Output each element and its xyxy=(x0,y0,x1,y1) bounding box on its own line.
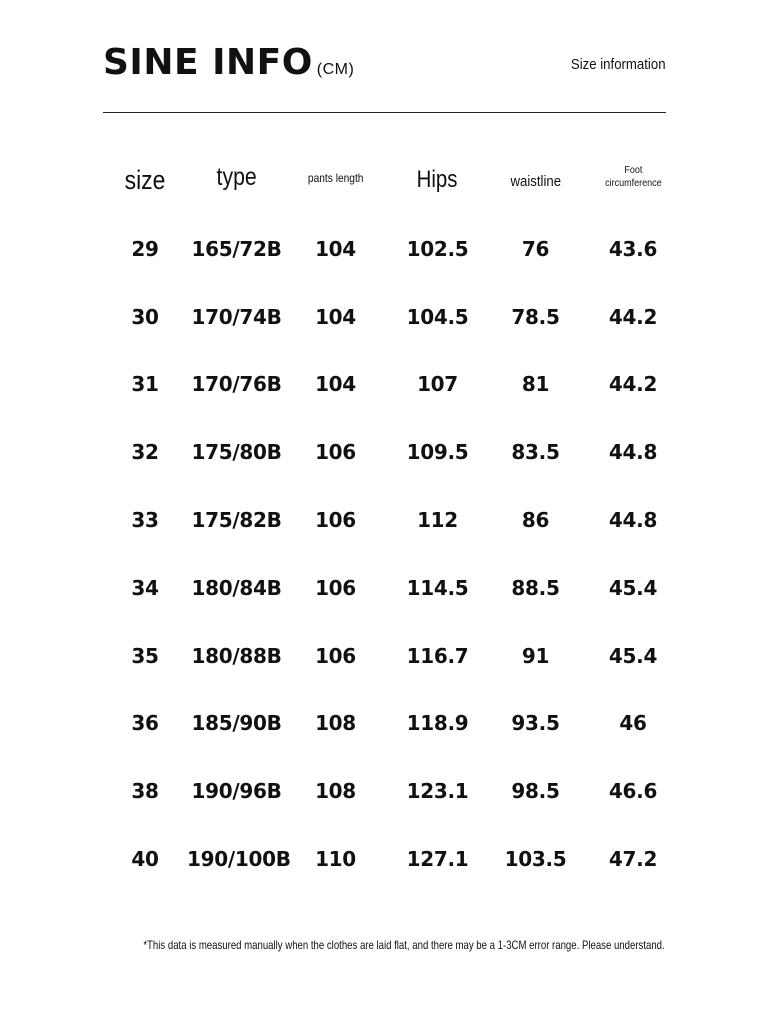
table-row xyxy=(103,418,685,486)
cell-waistline: 83.5 xyxy=(511,440,560,465)
cell-size: 38 xyxy=(131,779,159,804)
title-text: SINE INFO xyxy=(103,42,313,83)
foot-header-line2: circumference xyxy=(604,178,662,189)
page-subtitle: Size information xyxy=(571,56,666,73)
cell-type: 170/76B xyxy=(191,372,282,397)
cell-pants-length: 108 xyxy=(315,711,356,736)
cell-pants-length: 108 xyxy=(315,779,356,804)
cell-pants-length: 104 xyxy=(315,236,356,261)
cell-foot: 46.6 xyxy=(608,779,658,804)
cell-waistline: 78.5 xyxy=(511,304,560,329)
column-header-size: size xyxy=(124,164,166,195)
column-header-hips: Hips xyxy=(417,166,458,193)
table-row xyxy=(103,622,685,690)
cell-type: 190/96B xyxy=(191,779,282,804)
cell-pants-length: 106 xyxy=(315,440,356,465)
cell-type: 190/100B xyxy=(187,847,291,872)
cell-waistline: 103.5 xyxy=(504,847,567,872)
table-row xyxy=(103,825,685,893)
cell-foot: 44.2 xyxy=(608,372,658,397)
header xyxy=(103,40,666,90)
table-header-row xyxy=(103,145,685,215)
foot-header-line1: Foot xyxy=(623,165,642,176)
cell-foot: 43.6 xyxy=(608,236,658,261)
column-header-pants-length: pants length xyxy=(307,170,364,185)
cell-size: 30 xyxy=(131,304,159,329)
size-table xyxy=(103,145,685,893)
cell-type: 185/90B xyxy=(191,711,282,736)
cell-pants-length: 106 xyxy=(315,508,356,533)
cell-pants-length: 104 xyxy=(315,372,356,397)
cell-size: 34 xyxy=(131,575,159,600)
cell-hips: 112 xyxy=(417,508,458,533)
cell-waistline: 98.5 xyxy=(511,779,560,804)
cell-size: 35 xyxy=(131,643,159,668)
cell-type: 180/88B xyxy=(191,643,282,668)
cell-foot: 44.8 xyxy=(608,440,658,465)
table-row xyxy=(103,351,685,419)
cell-size: 36 xyxy=(131,711,159,736)
cell-waistline: 91 xyxy=(521,643,550,668)
cell-hips: 123.1 xyxy=(406,779,469,804)
cell-waistline: 81 xyxy=(521,372,550,397)
cell-type: 165/72B xyxy=(191,236,282,261)
cell-hips: 127.1 xyxy=(406,847,469,872)
cell-hips: 102.5 xyxy=(406,236,469,261)
cell-hips: 118.9 xyxy=(406,711,469,736)
column-header-waistline: waistline xyxy=(510,172,561,190)
cell-hips: 104.5 xyxy=(406,304,469,329)
cell-type: 180/84B xyxy=(191,575,282,600)
table-row xyxy=(103,283,685,351)
cell-foot: 47.2 xyxy=(608,847,658,872)
title-unit: (CM) xyxy=(316,61,355,78)
cell-size: 33 xyxy=(131,508,159,533)
header-divider xyxy=(103,112,666,113)
cell-waistline: 86 xyxy=(521,508,550,533)
table-row xyxy=(103,690,685,758)
cell-hips: 109.5 xyxy=(406,440,469,465)
cell-foot: 46 xyxy=(619,711,647,736)
cell-foot: 45.4 xyxy=(608,575,658,600)
table-row xyxy=(103,554,685,622)
cell-hips: 114.5 xyxy=(406,575,469,600)
table-row xyxy=(103,215,685,283)
page-title xyxy=(103,42,354,83)
cell-type: 170/74B xyxy=(191,304,282,329)
cell-waistline: 76 xyxy=(521,236,550,261)
cell-waistline: 93.5 xyxy=(511,711,560,736)
cell-type: 175/80B xyxy=(191,440,282,465)
column-header-type: type xyxy=(216,162,257,191)
cell-size: 32 xyxy=(131,440,159,465)
cell-foot: 44.8 xyxy=(608,508,658,533)
table-row xyxy=(103,486,685,554)
table-row xyxy=(103,757,685,825)
cell-pants-length: 106 xyxy=(315,643,356,668)
cell-size: 40 xyxy=(131,847,159,872)
cell-pants-length: 104 xyxy=(315,304,356,329)
footnote: *This data is measured manually when the clothes are laid flat, and there may be a 1-3CM error range. Please understand. xyxy=(143,938,665,952)
cell-pants-length: 106 xyxy=(315,575,356,600)
cell-pants-length: 110 xyxy=(315,847,356,872)
cell-hips: 107 xyxy=(417,372,458,397)
cell-size: 29 xyxy=(131,236,159,261)
cell-hips: 116.7 xyxy=(406,643,469,668)
cell-waistline: 88.5 xyxy=(511,575,560,600)
cell-type: 175/82B xyxy=(191,508,282,533)
cell-foot: 44.2 xyxy=(608,304,658,329)
column-header-foot-circumference xyxy=(581,145,685,215)
cell-foot: 45.4 xyxy=(608,643,658,668)
cell-size: 31 xyxy=(131,372,159,397)
